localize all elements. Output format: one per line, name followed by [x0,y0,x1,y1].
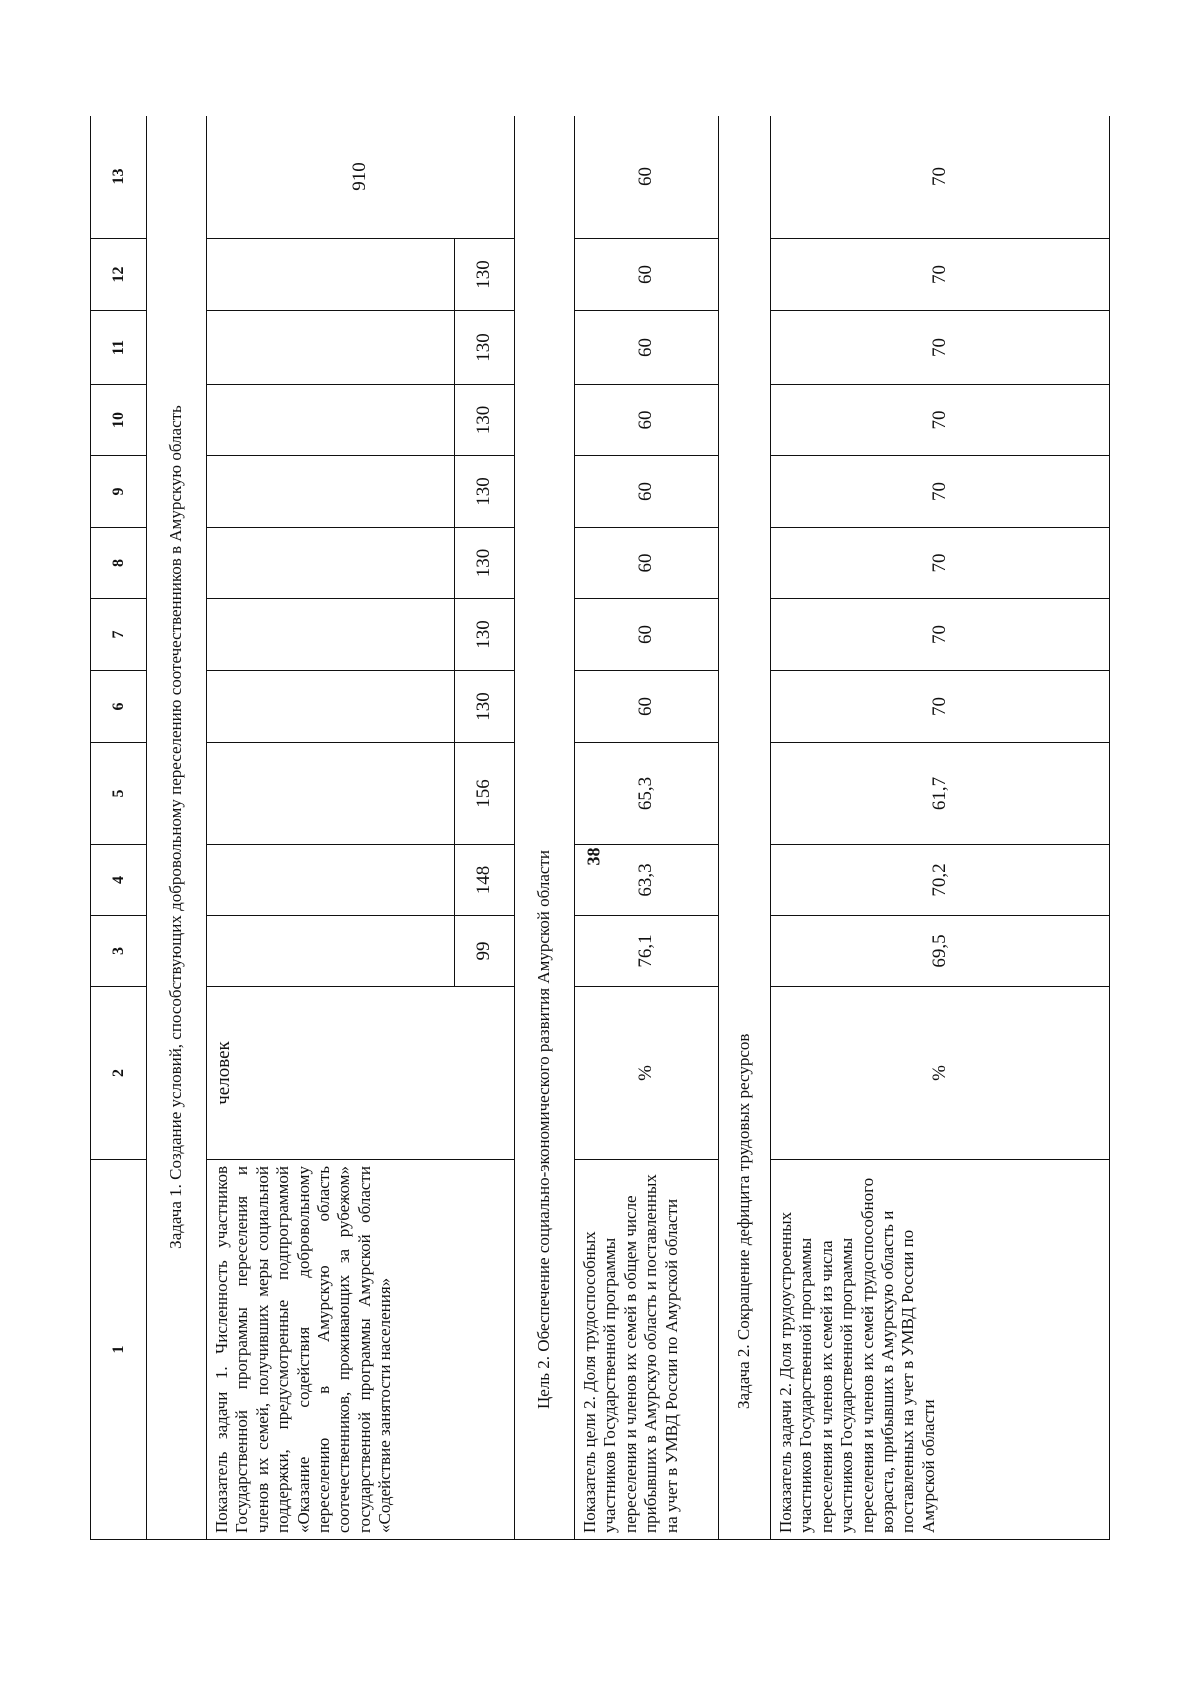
row-value: 70 [771,385,1110,456]
row-value: 70 [771,671,1110,743]
column-header: 4 [91,845,147,916]
section-row-task2 [719,116,771,1540]
section-goal2: Цель 2. Обеспечение социально-экономического развития Амурской области [515,116,575,1540]
column-header: 1 [91,1160,147,1540]
table-row-indicator-task1 [207,116,455,1540]
row-value: 70 [771,456,1110,528]
column-header: 5 [91,743,147,845]
row-value: 130 [455,528,515,599]
indicators-table [90,116,1110,1540]
row-value: 148 [455,845,515,916]
row-value: 60 [575,385,719,456]
row-value: 60 [575,116,719,239]
row-value: 60 [575,311,719,385]
row-value: 130 [455,456,515,528]
column-header: 12 [91,239,147,311]
empty-cell [207,845,455,916]
row-value: 156 [455,743,515,845]
row-label: Показатель задачи 2. Доля трудоустроенных участников Государственной программы переселения и членов их семей из числа участников Государственной программы переселения и членов их семей трудоспособного возраста, прибывших в Амурскую область и поставленных на учет в УМВД России по Амурской области [771,1160,1110,1540]
empty-cell [207,456,455,528]
row-value: 60 [575,456,719,528]
empty-cell [207,671,455,743]
row-value: 60 [575,599,719,671]
column-header: 10 [91,385,147,456]
row-value: 130 [455,671,515,743]
row-value: 69,5 [771,916,1110,987]
page-number: 38 [583,847,604,866]
row-value: 61,7 [771,743,1110,845]
row-value: 65,3 [575,743,719,845]
column-header: 9 [91,456,147,528]
column-header: 8 [91,528,147,599]
row-value: 130 [455,239,515,311]
row-value: 60 [575,528,719,599]
row-value: 99 [455,916,515,987]
row-value: 76,1 [575,916,719,987]
row-value: 60 [575,671,719,743]
column-header: 11 [91,311,147,385]
column-header: 6 [91,671,147,743]
row-label: Показатель задачи 1. Численность участников Государственной программы переселения и членов их семей, получивших меры социальной поддержки, предусмотренные подпрограммой «Оказание содействия добровольному переселению в Амурскую область соотечественников, проживающих за рубежом» государственной программы Амурской области «Содействие занятости населения» [207,1160,515,1540]
empty-cell [207,239,455,311]
row-value: 70 [771,116,1110,239]
column-header: 13 [91,116,147,239]
row-value: 130 [455,385,515,456]
row-value: 70 [771,599,1110,671]
table-sheet [90,116,1110,1540]
column-header: 7 [91,599,147,671]
row-value: 63,3 [575,845,719,916]
empty-cell [207,528,455,599]
table-row-indicator-goal2 [575,116,719,1540]
row-value: 70,2 [771,845,1110,916]
row-value: 130 [455,599,515,671]
empty-cell [207,599,455,671]
row-label: Показатель цели 2. Доля трудоспособных участников Государственной программы переселения и членов их семей в общем числе прибывших в Амурскую область и поставленных на учет в УМВД России по Амурской области [575,1160,719,1540]
row-value: 130 [455,311,515,385]
section-task1: Задача 1. Создание условий, способствующих добровольному переселению соотечественников в Амурскую область [147,116,207,1540]
empty-cell [207,916,455,987]
column-header: 3 [91,916,147,987]
column-header: 2 [91,987,147,1160]
row-unit: человек [207,987,515,1160]
section-task2: Задача 2. Сокращение дефицита трудовых ресурсов [719,116,771,1540]
row-value: 60 [575,239,719,311]
row-value: 70 [771,311,1110,385]
rotated-table-container [90,116,1110,1540]
table-row-indicator-task2 [771,116,1110,1540]
row-value: 70 [771,239,1110,311]
empty-cell [207,311,455,385]
header-row [91,116,147,1540]
row-value: 910 [207,116,515,239]
section-row-goal2 [515,116,575,1540]
section-row-task1 [147,116,207,1540]
empty-cell [207,385,455,456]
row-unit: % [575,987,719,1160]
row-unit: % [771,987,1110,1160]
empty-cell [207,743,455,845]
row-value: 70 [771,528,1110,599]
